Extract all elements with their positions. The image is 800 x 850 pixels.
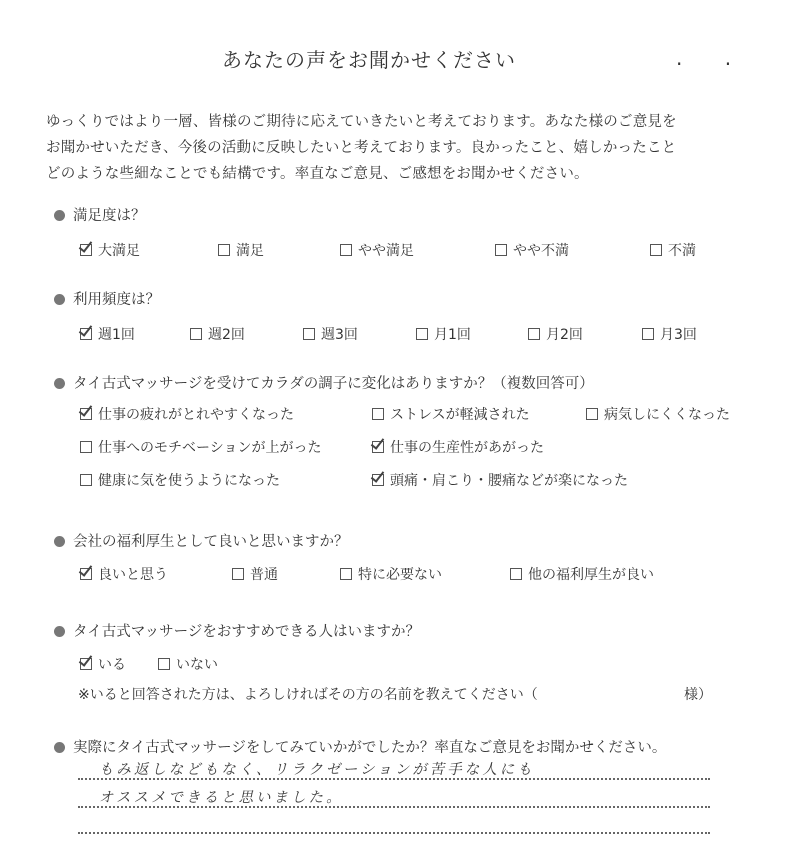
intro-line-3: どのような些細なことでも結構です。率直なご意見、ご感想をお聞かせください。 — [46, 166, 589, 182]
bullet-icon — [54, 536, 65, 547]
checkbox-icon[interactable] — [80, 441, 92, 453]
checkbox-icon[interactable] — [232, 568, 244, 580]
option-label: 特に必要ない — [358, 567, 442, 583]
q4-question-text: 会社の福利厚生として良いと思いますか？ — [73, 534, 349, 550]
answer-line-2: オススメできると思いました。 — [97, 790, 347, 806]
bullet-icon — [54, 378, 65, 389]
q2-question-text: 利用頻度は？ — [73, 292, 160, 308]
bullet-icon — [54, 294, 65, 305]
q1-option-0[interactable] — [80, 240, 140, 260]
intro-line-2: お聞かせいただき、今後の活動に反映したいと考えております。良かったこと、嬉しかったこと — [46, 140, 677, 156]
q3-question-text: タイ古式マッサージを受けてカラダの調子に変化はありますか？（複数回答可） — [73, 376, 594, 392]
q3-question — [54, 372, 594, 393]
q4-option-1[interactable] — [232, 564, 278, 584]
option-label: いる — [98, 657, 126, 673]
q3-option-3[interactable] — [80, 437, 321, 457]
option-label: 仕事の生産性があがった — [390, 440, 544, 456]
q4-option-2[interactable] — [340, 564, 442, 584]
q1-option-2[interactable] — [340, 240, 414, 260]
option-label: やや満足 — [358, 243, 414, 259]
option-label: 週1回 — [98, 327, 135, 343]
checkbox-icon[interactable] — [158, 658, 170, 670]
option-label: 大満足 — [98, 243, 140, 259]
q1-option-3[interactable] — [495, 240, 569, 260]
q5-note: ※いると回答された方は、よろしければその方の名前を教えてください（ — [78, 687, 538, 703]
q4-question — [54, 530, 349, 551]
checkbox-checked-icon[interactable] — [80, 244, 92, 256]
checkbox-icon[interactable] — [80, 474, 92, 486]
q2-option-2[interactable] — [303, 324, 358, 344]
option-label: ストレスが軽減された — [390, 407, 530, 423]
q6-question — [54, 736, 666, 757]
checkbox-icon[interactable] — [340, 244, 352, 256]
checkbox-icon[interactable] — [650, 244, 662, 256]
checkbox-checked-icon[interactable] — [372, 474, 384, 486]
checkbox-icon[interactable] — [218, 244, 230, 256]
checkbox-checked-icon[interactable] — [80, 658, 92, 670]
bullet-icon — [54, 210, 65, 221]
q1-question — [54, 204, 146, 225]
option-label: 他の福利厚生が良い — [528, 567, 654, 583]
q2-option-5[interactable] — [642, 324, 697, 344]
checkbox-checked-icon[interactable] — [80, 328, 92, 340]
option-label: 不満 — [668, 243, 696, 259]
checkbox-icon[interactable] — [586, 408, 598, 420]
option-label: 満足 — [236, 243, 264, 259]
q1-option-4[interactable] — [650, 240, 696, 260]
q5-option-0[interactable] — [80, 654, 126, 674]
q6-question-text: 実際にタイ古式マッサージをしてみていかがでしたか？率直なご意見をお聞かせください。 — [73, 740, 667, 756]
option-label: 良いと思う — [98, 567, 168, 583]
option-label: 月3回 — [660, 327, 697, 343]
option-label: 仕事へのモチベーションが上がった — [98, 440, 322, 456]
option-label: 病気しにくくなった — [604, 407, 730, 423]
q2-option-0[interactable] — [80, 324, 135, 344]
q2-question — [54, 288, 160, 309]
checkbox-icon[interactable] — [340, 568, 352, 580]
q4-option-0[interactable] — [80, 564, 168, 584]
option-label: 頭痛・肩こり・腰痛などが楽になった — [390, 473, 628, 489]
q3-option-5[interactable] — [80, 470, 280, 490]
bullet-icon — [54, 626, 65, 637]
q2-option-4[interactable] — [528, 324, 583, 344]
option-label: 普通 — [250, 567, 278, 583]
q3-option-2[interactable] — [586, 404, 730, 424]
q5-question — [54, 620, 420, 641]
option-label: 週2回 — [208, 327, 245, 343]
option-label: 仕事の疲れがとれやすくなった — [98, 407, 294, 423]
q4-option-3[interactable] — [510, 564, 654, 584]
checkbox-icon[interactable] — [416, 328, 428, 340]
q2-option-3[interactable] — [416, 324, 471, 344]
option-label: やや不満 — [513, 243, 569, 259]
option-label: 週3回 — [321, 327, 358, 343]
checkbox-icon[interactable] — [528, 328, 540, 340]
checkbox-icon[interactable] — [510, 568, 522, 580]
answer-dotted-line-1 — [78, 778, 710, 780]
q1-question-text: 満足度は？ — [73, 208, 146, 224]
q3-option-1[interactable] — [372, 404, 530, 424]
intro-line-1: ゆっくりではより一層、皆様のご期待に応えていきたいと考えております。あなた様のご意見を — [46, 114, 677, 130]
q1-option-1[interactable] — [218, 240, 264, 260]
q5-option-1[interactable] — [158, 654, 218, 674]
title-dots: . . — [676, 46, 750, 70]
bullet-icon — [54, 742, 65, 753]
option-label: いない — [176, 657, 218, 673]
checkbox-checked-icon[interactable] — [80, 408, 92, 420]
q5-question-text: タイ古式マッサージをおすすめできる人はいますか？ — [73, 624, 420, 640]
q3-option-0[interactable] — [80, 404, 294, 424]
checkbox-icon[interactable] — [303, 328, 315, 340]
checkbox-checked-icon[interactable] — [80, 568, 92, 580]
checkbox-icon[interactable] — [372, 408, 384, 420]
answer-line-1: もみ返しなどもなく、リラクゼーションが苦手な人にも — [97, 762, 538, 778]
survey-title: あなたの声をお聞かせください — [222, 48, 516, 72]
option-label: 健康に気を使うようになった — [98, 473, 280, 489]
checkbox-icon[interactable] — [642, 328, 654, 340]
checkbox-checked-icon[interactable] — [372, 441, 384, 453]
answer-dotted-line-2 — [78, 806, 710, 808]
answer-dotted-line-3 — [78, 832, 710, 834]
option-label: 月2回 — [546, 327, 583, 343]
q2-option-1[interactable] — [190, 324, 245, 344]
checkbox-icon[interactable] — [190, 328, 202, 340]
q3-option-6[interactable] — [372, 470, 628, 490]
option-label: 月1回 — [434, 327, 471, 343]
checkbox-icon[interactable] — [495, 244, 507, 256]
q3-option-4[interactable] — [372, 437, 544, 457]
q5-note-end: 様） — [684, 687, 712, 703]
